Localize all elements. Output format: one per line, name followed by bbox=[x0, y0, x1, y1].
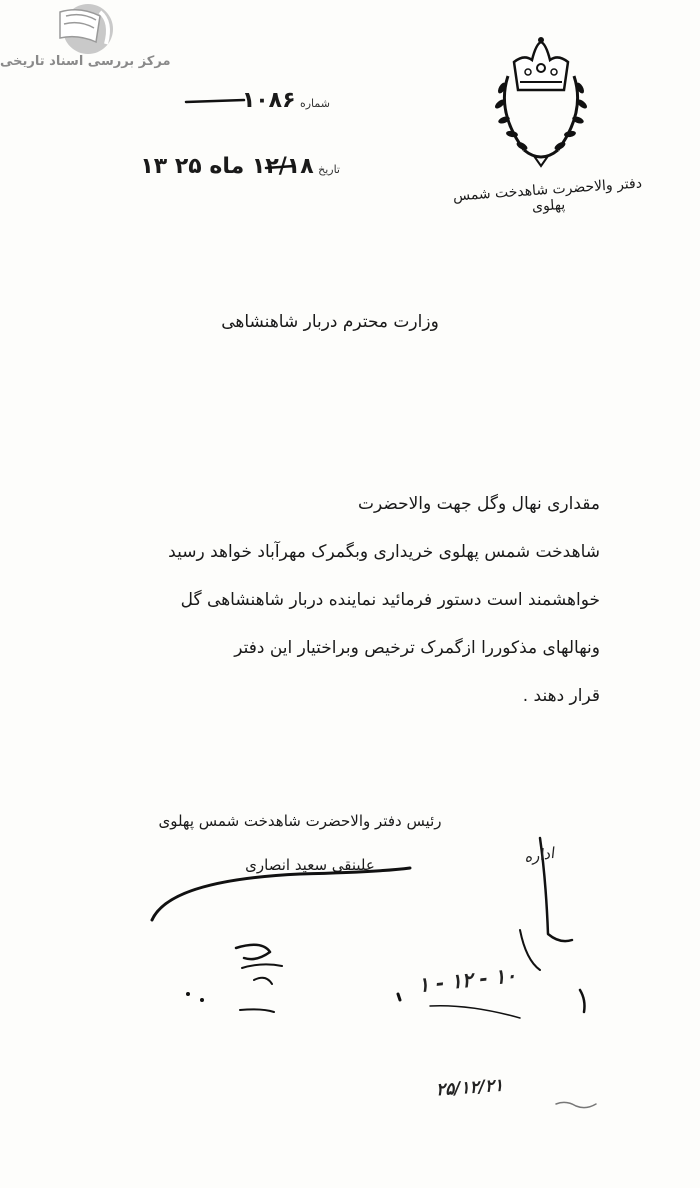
watermark-text: مرکز بررسی اسناد تاریخی bbox=[0, 54, 171, 69]
addressee: وزارت محترم دربار شاهنشاهی bbox=[221, 312, 439, 332]
body-line: ونهالهای مذکوررا ازگمرک ترخیص وبراختیار این دفتر bbox=[234, 638, 600, 658]
signatory-name: علینقی سعید انصاری bbox=[245, 856, 375, 874]
archive-logo-icon bbox=[40, 2, 118, 56]
handwritten-note: اداره bbox=[522, 843, 556, 867]
body-line: مقداری نهال وگل جهت والاحضرت bbox=[357, 494, 600, 514]
letter-number bbox=[180, 88, 330, 113]
office-title: دفتر والاحضرت شاهدخت شمس پهلوی bbox=[452, 175, 643, 216]
number-label: شماره bbox=[299, 97, 330, 110]
date-value: ۱۲/۱۸ ماه ۲۵ ۱۳ bbox=[140, 154, 314, 179]
number-value: ۱۰۸۶ bbox=[241, 88, 296, 113]
letter-date bbox=[140, 154, 340, 179]
body-line: خواهشمند است دستور فرمائید نماینده دربار شاهنشاهی گل bbox=[180, 590, 600, 610]
royal-crown-emblem-icon bbox=[488, 32, 594, 168]
date-label: تاریخ bbox=[318, 163, 340, 176]
letter-body bbox=[100, 480, 600, 720]
handwritten-date-2: ۲۵/۱۲/۲۱ bbox=[435, 1075, 504, 1101]
handwritten-date-1: ۱۰ - ۱۲ - ۱ bbox=[417, 962, 518, 998]
body-line: شاهدخت شمس پهلوی خریداری وبگمرک مهرآباد خواهد رسید bbox=[168, 542, 600, 562]
signatory-title: رئیس دفتر والاحضرت شاهدخت شمس پهلوی bbox=[158, 812, 442, 830]
body-line: قرار دهند . bbox=[522, 686, 600, 706]
